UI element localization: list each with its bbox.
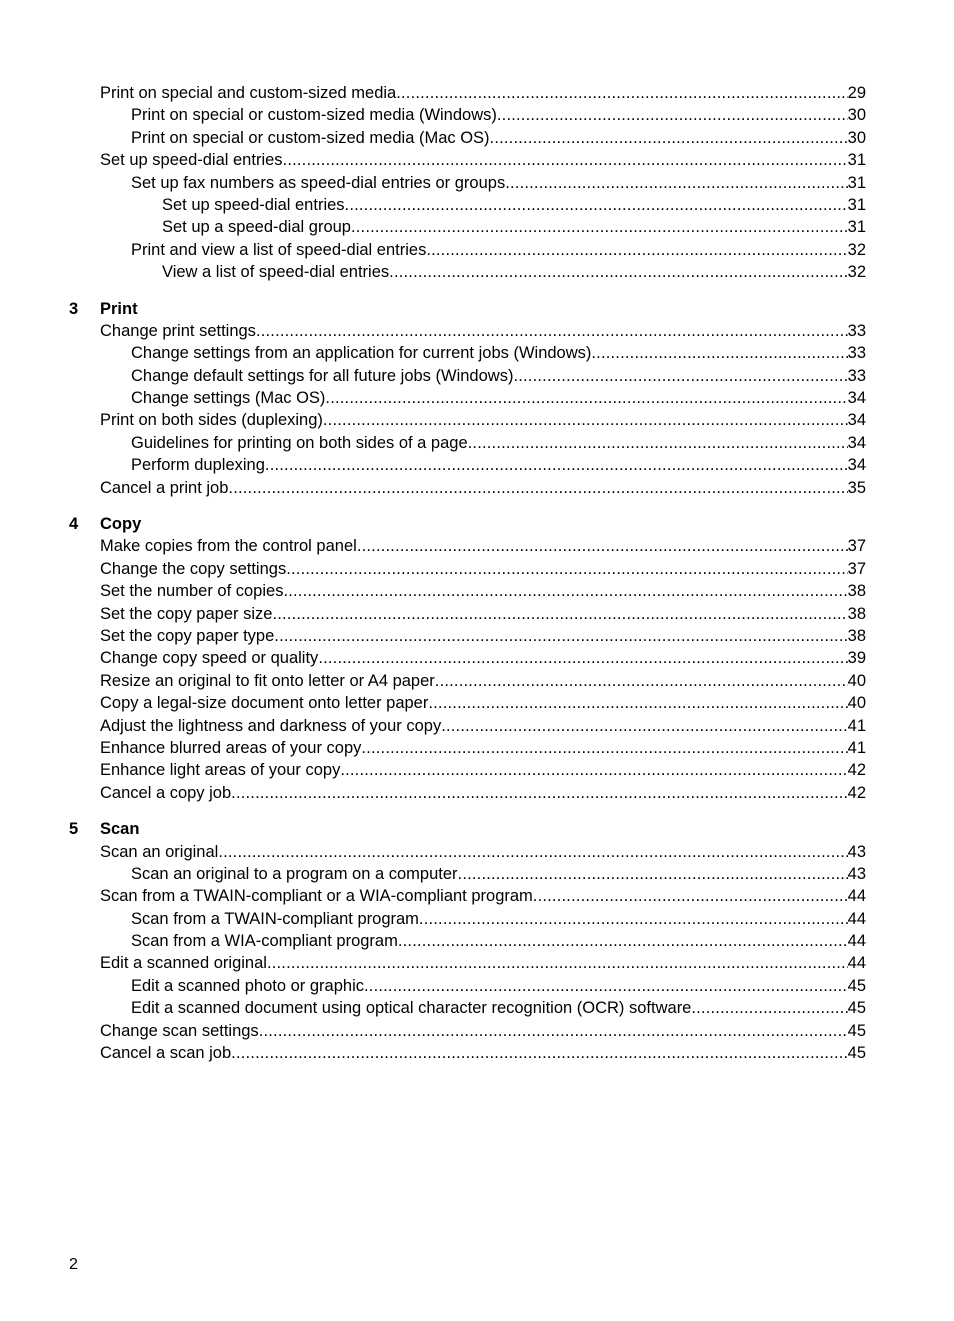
toc-entry-page: 44 xyxy=(848,908,866,930)
toc-entry[interactable] xyxy=(0,692,954,714)
toc-entry-title: Copy a legal-size document onto letter paper xyxy=(100,692,428,714)
toc-entry[interactable] xyxy=(0,239,954,261)
toc-entry-page: 37 xyxy=(848,558,866,580)
toc-entry[interactable] xyxy=(0,409,954,431)
dot-leader xyxy=(267,952,848,974)
dot-leader xyxy=(396,82,847,104)
toc-entry[interactable] xyxy=(0,558,954,580)
dot-leader xyxy=(361,737,847,759)
toc-entry-page: 34 xyxy=(848,409,866,431)
toc-entry[interactable] xyxy=(0,216,954,238)
toc-entry-title: Print on special or custom-sized media (Windows) xyxy=(131,104,497,126)
toc-entry[interactable] xyxy=(0,625,954,647)
toc-entry-title: Change the copy settings xyxy=(100,558,286,580)
toc-entry-page: 31 xyxy=(848,172,866,194)
dot-leader xyxy=(428,692,847,714)
dot-leader xyxy=(340,759,847,781)
toc-entry-page: 45 xyxy=(848,997,866,1019)
toc-entry[interactable] xyxy=(0,997,954,1019)
toc-entry-page: 38 xyxy=(848,625,866,647)
dot-leader xyxy=(274,625,847,647)
toc-entry-title: Cancel a copy job xyxy=(100,782,231,804)
toc-entry-title: Edit a scanned photo or graphic xyxy=(131,975,364,997)
toc-entry-title: Change settings (Mac OS) xyxy=(131,387,325,409)
toc-entry[interactable] xyxy=(0,1042,954,1064)
dot-leader xyxy=(351,216,848,238)
toc-entry[interactable] xyxy=(0,194,954,216)
dot-leader xyxy=(286,558,847,580)
toc-entry-title: Change scan settings xyxy=(100,1020,259,1042)
toc-entry[interactable] xyxy=(0,149,954,171)
dot-leader xyxy=(231,782,847,804)
toc-entry[interactable] xyxy=(0,975,954,997)
table-of-contents xyxy=(0,82,954,1064)
toc-entry-title: Scan an original to a program on a computer xyxy=(131,863,458,885)
dot-leader xyxy=(357,535,848,557)
toc-entry-page: 32 xyxy=(848,239,866,261)
toc-entry[interactable] xyxy=(0,535,954,557)
toc-entry-page: 42 xyxy=(848,759,866,781)
toc-entry[interactable] xyxy=(0,908,954,930)
toc-entry-title: Print on special and custom-sized media xyxy=(100,82,396,104)
toc-entry[interactable] xyxy=(0,885,954,907)
toc-entry[interactable] xyxy=(0,863,954,885)
chapter-title: Scan xyxy=(100,820,140,839)
dot-leader xyxy=(231,1042,847,1064)
dot-leader xyxy=(325,387,847,409)
toc-entry-page: 40 xyxy=(848,692,866,714)
toc-entry[interactable] xyxy=(0,432,954,454)
toc-entry-title: Enhance light areas of your copy xyxy=(100,759,340,781)
dot-leader xyxy=(435,670,848,692)
dot-leader xyxy=(259,1020,848,1042)
toc-entry-page: 44 xyxy=(848,952,866,974)
toc-entry[interactable] xyxy=(0,782,954,804)
dot-leader xyxy=(228,477,847,499)
toc-entry-page: 45 xyxy=(848,1042,866,1064)
toc-entry-title: Scan an original xyxy=(100,841,218,863)
dot-leader xyxy=(497,104,848,126)
dot-leader xyxy=(490,127,848,149)
toc-entry[interactable] xyxy=(0,342,954,364)
dot-leader xyxy=(265,454,848,476)
toc-entry[interactable] xyxy=(0,603,954,625)
toc-entry-title: View a list of speed-dial entries xyxy=(162,261,389,283)
toc-entry-title: Change copy speed or quality xyxy=(100,647,318,669)
toc-entry-page: 43 xyxy=(848,841,866,863)
toc-entry-page: 35 xyxy=(848,477,866,499)
toc-chapter-heading xyxy=(0,298,954,320)
dot-leader xyxy=(218,841,847,863)
toc-entry[interactable] xyxy=(0,320,954,342)
toc-entry-page: 39 xyxy=(848,647,866,669)
toc-entry[interactable] xyxy=(0,759,954,781)
toc-entry-page: 41 xyxy=(848,715,866,737)
toc-entry-title: Print on both sides (duplexing) xyxy=(100,409,323,431)
toc-entry-page: 31 xyxy=(848,194,866,216)
toc-entry[interactable] xyxy=(0,387,954,409)
toc-entry-title: Set the copy paper size xyxy=(100,603,272,625)
dot-leader xyxy=(691,997,847,1019)
toc-entry-page: 29 xyxy=(848,82,866,104)
dot-leader xyxy=(533,885,848,907)
toc-chapter-heading xyxy=(0,513,954,535)
toc-entry[interactable] xyxy=(0,737,954,759)
dot-leader xyxy=(283,580,847,602)
dot-leader xyxy=(345,194,848,216)
toc-entry-title: Set the number of copies xyxy=(100,580,283,602)
toc-entry-title: Print and view a list of speed-dial entries xyxy=(131,239,426,261)
toc-entry[interactable] xyxy=(0,477,954,499)
toc-entry-page: 37 xyxy=(848,535,866,557)
chapter-number: 4 xyxy=(69,515,79,534)
toc-entry-title: Set up fax numbers as speed-dial entries or groups xyxy=(131,172,505,194)
toc-entry[interactable] xyxy=(0,454,954,476)
toc-entry-page: 34 xyxy=(848,387,866,409)
toc-entry-page: 33 xyxy=(848,320,866,342)
toc-entry-page: 31 xyxy=(848,149,866,171)
toc-entry-title: Edit a scanned original xyxy=(100,952,267,974)
toc-entry-page: 31 xyxy=(848,216,866,238)
toc-entry-page: 40 xyxy=(848,670,866,692)
toc-entry-title: Set up speed-dial entries xyxy=(162,194,345,216)
toc-entry-title: Cancel a scan job xyxy=(100,1042,231,1064)
toc-entry-page: 33 xyxy=(848,342,866,364)
toc-chapter-heading xyxy=(0,818,954,840)
toc-entry[interactable] xyxy=(0,127,954,149)
dot-leader xyxy=(591,342,847,364)
toc-entry-title: Edit a scanned document using optical character recognition (OCR) software xyxy=(131,997,691,1019)
toc-entry-title: Perform duplexing xyxy=(131,454,265,476)
toc-entry-title: Change print settings xyxy=(100,320,256,342)
dot-leader xyxy=(468,432,848,454)
toc-entry-title: Make copies from the control panel xyxy=(100,535,357,557)
toc-entry[interactable] xyxy=(0,104,954,126)
dot-leader xyxy=(283,149,848,171)
dot-leader xyxy=(323,409,848,431)
toc-entry-page: 34 xyxy=(848,432,866,454)
toc-entry-title: Set up speed-dial entries xyxy=(100,149,283,171)
chapter-title: Print xyxy=(100,299,138,318)
dot-leader xyxy=(256,320,848,342)
toc-entry-title: Scan from a TWAIN-compliant program xyxy=(131,908,419,930)
toc-entry-page: 43 xyxy=(848,863,866,885)
toc-entry-page: 33 xyxy=(848,365,866,387)
chapter-number: 5 xyxy=(69,820,79,839)
dot-leader xyxy=(398,930,848,952)
toc-entry-page: 45 xyxy=(848,1020,866,1042)
dot-leader xyxy=(505,172,847,194)
page-number: 2 xyxy=(69,1256,78,1273)
toc-entry-page: 45 xyxy=(848,975,866,997)
toc-entry[interactable] xyxy=(0,670,954,692)
dot-leader xyxy=(513,365,847,387)
toc-entry-page: 44 xyxy=(848,885,866,907)
dot-leader xyxy=(389,261,847,283)
toc-entry-title: Change default settings for all future jobs (Windows) xyxy=(131,365,513,387)
dot-leader xyxy=(458,863,848,885)
toc-entry-page: 32 xyxy=(848,261,866,283)
chapter-number: 3 xyxy=(69,299,79,318)
toc-entry-page: 30 xyxy=(848,104,866,126)
toc-entry-title: Guidelines for printing on both sides of a page xyxy=(131,432,468,454)
dot-leader xyxy=(364,975,848,997)
toc-entry-page: 34 xyxy=(848,454,866,476)
toc-entry-page: 44 xyxy=(848,930,866,952)
chapter-title: Copy xyxy=(100,515,142,534)
toc-entry-page: 38 xyxy=(848,603,866,625)
toc-entry[interactable] xyxy=(0,647,954,669)
toc-entry-title: Scan from a TWAIN-compliant or a WIA-compliant program xyxy=(100,885,533,907)
toc-entry[interactable] xyxy=(0,172,954,194)
toc-entry[interactable] xyxy=(0,715,954,737)
toc-entry[interactable] xyxy=(0,841,954,863)
toc-entry[interactable] xyxy=(0,930,954,952)
toc-entry-title: Print on special or custom-sized media (Mac OS) xyxy=(131,127,490,149)
toc-entry-page: 41 xyxy=(848,737,866,759)
toc-entry[interactable] xyxy=(0,82,954,104)
toc-entry-page: 42 xyxy=(848,782,866,804)
dot-leader xyxy=(419,908,848,930)
toc-entry-title: Adjust the lightness and darkness of your copy xyxy=(100,715,441,737)
toc-entry-title: Enhance blurred areas of your copy xyxy=(100,737,361,759)
toc-entry[interactable] xyxy=(0,580,954,602)
toc-entry-title: Change settings from an application for current jobs (Windows) xyxy=(131,342,591,364)
dot-leader xyxy=(318,647,847,669)
toc-entry[interactable] xyxy=(0,365,954,387)
toc-entry[interactable] xyxy=(0,952,954,974)
toc-entry-title: Set up a speed-dial group xyxy=(162,216,351,238)
toc-entry[interactable] xyxy=(0,1020,954,1042)
toc-entry-page: 30 xyxy=(848,127,866,149)
toc-entry[interactable] xyxy=(0,261,954,283)
toc-entry-title: Scan from a WIA-compliant program xyxy=(131,930,398,952)
toc-entry-title: Resize an original to fit onto letter or A4 paper xyxy=(100,670,435,692)
toc-entry-title: Cancel a print job xyxy=(100,477,228,499)
dot-leader xyxy=(426,239,847,261)
dot-leader xyxy=(272,603,847,625)
dot-leader xyxy=(441,715,847,737)
toc-entry-page: 38 xyxy=(848,580,866,602)
toc-entry-title: Set the copy paper type xyxy=(100,625,274,647)
